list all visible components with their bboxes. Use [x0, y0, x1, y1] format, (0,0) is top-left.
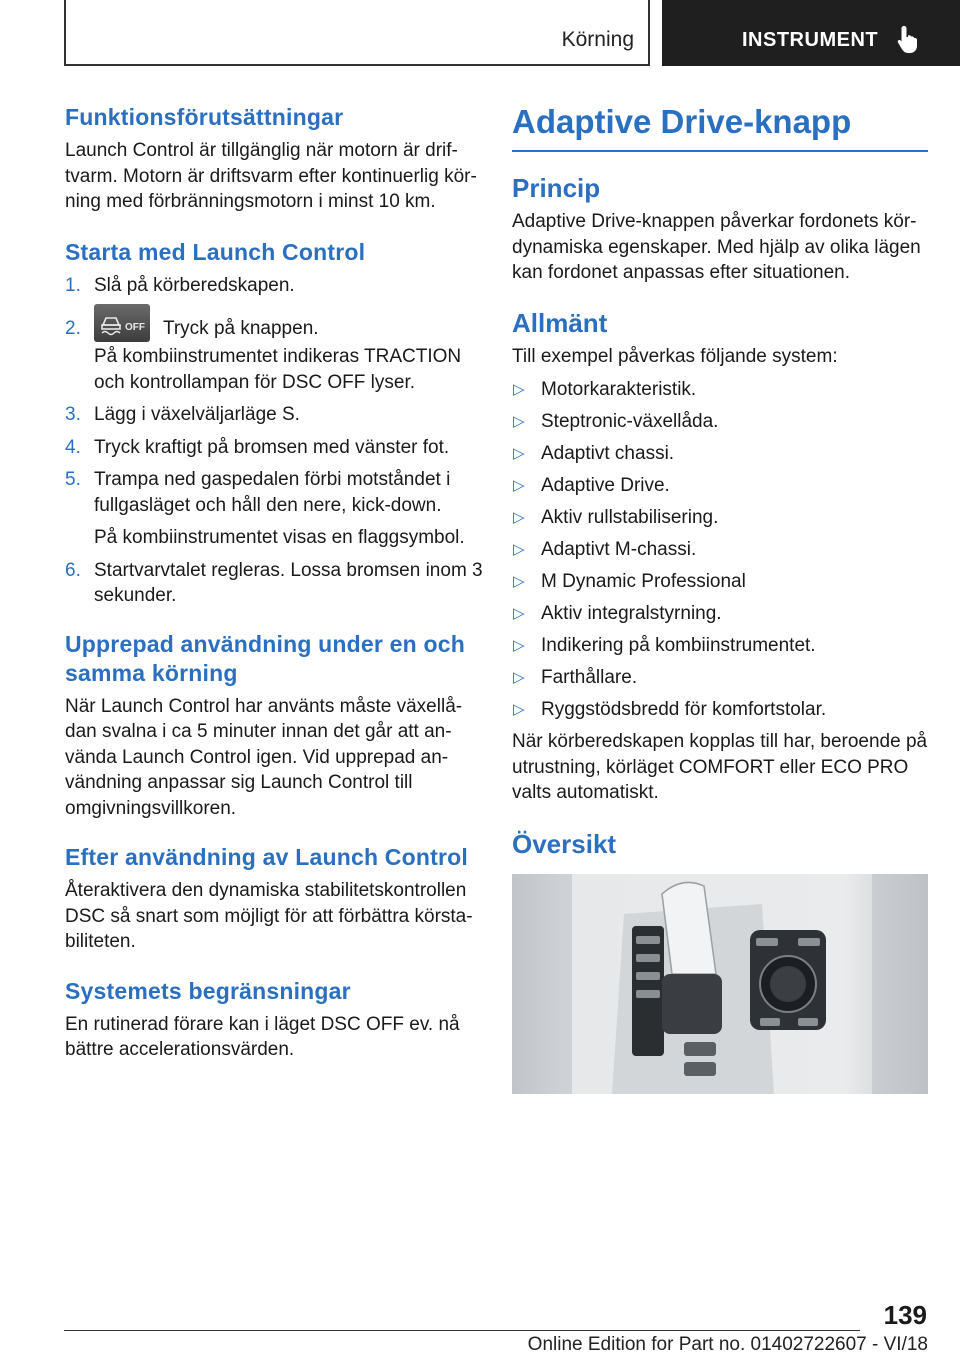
heading-allmant: Allmänt	[512, 307, 608, 338]
heading-upprepad-anvandning: Upprepad användning under en och samma körning	[65, 630, 465, 686]
list-item-text: Steptronic-växellåda.	[541, 411, 719, 432]
step-text: Tryck på knappen.	[162, 318, 319, 340]
step-text: Trampa ned gaspedalen förbi motståndet i fullgasläget och håll den nere, kick-down.	[94, 469, 451, 516]
paragraph-efter-anvandning: Återaktivera den dynamiska stabilitetskontrollen DSC så snart som möjligt för att förbättra körstabiliteten.	[65, 880, 473, 952]
list-item-text: Adaptivt chassi.	[541, 443, 675, 464]
triangle-bullet-icon: ▷	[513, 605, 525, 622]
list-item	[512, 441, 928, 467]
heading-princip: Princip	[512, 173, 601, 203]
step-item	[65, 558, 483, 609]
header-chapter-box	[64, 0, 650, 66]
step-number: 6.	[65, 559, 81, 581]
heading-efter-anvandning: Efter användning av Launch Control	[65, 844, 468, 870]
list-item	[512, 377, 928, 403]
systems-list	[512, 377, 928, 723]
step-text: Slå på körberedskapen.	[94, 274, 295, 296]
center-console-illustration	[512, 874, 928, 1094]
triangle-bullet-icon: ▷	[513, 509, 525, 526]
paragraph-systemets-begransningar: En rutinerad förare kan i läget DSC OFF ev. nå bättre accelerationsvärden.	[65, 1013, 460, 1060]
list-item-text: Adaptivt M-chassi.	[541, 539, 697, 560]
list-item	[512, 473, 928, 499]
list-item	[512, 569, 928, 595]
list-item	[512, 409, 928, 435]
step-text: Tryck kraftigt på bromsen med vänster fot.	[94, 436, 450, 458]
paragraph-allmant-intro: Till exempel påverkas följande system:	[512, 345, 838, 367]
list-item	[512, 633, 928, 659]
heading-funktionsforutsattningar: Funktionsförutsättningar	[65, 104, 344, 130]
right-column	[512, 96, 928, 1094]
step-text: Lägg i växelväljarläge S.	[94, 404, 300, 425]
footer-edition: Online Edition for Part no. 01402722607 - VI/18	[527, 1334, 928, 1355]
list-item-text: Motorkarakteristik.	[541, 379, 697, 400]
triangle-bullet-icon: ▷	[513, 477, 525, 494]
step-subtext: På kombiinstrumentet visas en flaggsymbol.	[94, 527, 465, 548]
step-text: Startvarvtalet regleras. Lossa bromsen inom 3 sekunder.	[94, 559, 483, 606]
dsc-off-label: OFF	[125, 322, 145, 333]
center-console-photo	[512, 874, 928, 1094]
paragraph-princip: Adaptive Drive-knappen påverkar fordonets kördynamiska egenskaper. Med hjälp av olika lägen kan fordonet anpassas efter situationen.	[512, 211, 921, 283]
list-item	[512, 697, 928, 723]
triangle-bullet-icon: ▷	[513, 669, 525, 686]
step-number: 2.	[65, 318, 81, 339]
step-subtext: På kombiinstrumentet indikeras TRACTION och kontrollampan för DSC OFF lyser.	[94, 346, 462, 393]
step-item	[65, 402, 483, 428]
list-item-text: Adaptive Drive.	[541, 475, 670, 496]
paragraph-funktionsforutsattningar: Launch Control är tillgänglig när motorn är driftvarm. Motorn är driftsvarm efter kontinuerlig körning med förbränningsmotorn i minst 10 km.	[65, 140, 477, 212]
header-section-box	[662, 0, 960, 66]
heading-starta-launch-control: Starta med Launch Control	[65, 238, 366, 265]
heading-adaptive-drive-knapp: Adaptive Drive-knapp	[512, 102, 928, 152]
paragraph-allmant-outro: När körberedskapen kopplas till har, beroende på utrustning, körläget COMFORT eller ECO PRO valts automatiskt.	[512, 731, 928, 803]
list-item-text: Ryggstödsbredd för komfortstolar.	[541, 699, 827, 720]
list-item	[512, 601, 928, 627]
step-item	[65, 467, 483, 551]
list-item-text: M Dynamic Professional	[541, 571, 746, 592]
heading-oversikt: Översikt	[512, 828, 617, 859]
header-chapter[interactable]: Körning	[561, 28, 634, 51]
steps-list	[65, 273, 483, 609]
list-item	[512, 505, 928, 531]
step-number: 4.	[65, 436, 81, 458]
triangle-bullet-icon: ▷	[513, 637, 525, 654]
heading-systemets-begransningar: Systemets begränsningar	[65, 977, 351, 1004]
step-number: 3.	[65, 404, 81, 425]
paragraph-upprepad-anvandning: När Launch Control har använts måste växellådan svalna i ca 5 minuter innan det går att använda Launch Control igen. Vid upprepad användning anpassar sig Launch Control till omgivningsvillkoren.	[65, 695, 463, 819]
step-item	[65, 435, 483, 461]
list-item-text: Indikering på kombiinstrumentet.	[541, 635, 816, 656]
pointing-hand-icon	[896, 24, 922, 54]
page-number: 139	[883, 1300, 927, 1330]
left-column	[65, 96, 483, 1063]
list-item-text: Farthållare.	[541, 667, 638, 688]
triangle-bullet-icon: ▷	[513, 413, 525, 430]
header-section[interactable]: INSTRUMENT	[742, 29, 879, 51]
step-number: 1.	[65, 274, 81, 296]
step-item	[65, 316, 483, 395]
list-item-text: Aktiv rullstabilisering.	[541, 507, 719, 528]
footer-rule	[64, 1330, 860, 1331]
triangle-bullet-icon: ▷	[513, 381, 525, 398]
triangle-bullet-icon: ▷	[513, 541, 525, 558]
dsc-off-button-icon	[94, 304, 150, 342]
triangle-bullet-icon: ▷	[513, 573, 525, 590]
triangle-bullet-icon: ▷	[513, 445, 525, 462]
step-number: 5.	[65, 469, 81, 490]
step-item	[65, 273, 483, 299]
list-item	[512, 537, 928, 563]
triangle-bullet-icon: ▷	[513, 701, 525, 718]
list-item	[512, 665, 928, 691]
list-item-text: Aktiv integralstyrning.	[541, 603, 722, 624]
